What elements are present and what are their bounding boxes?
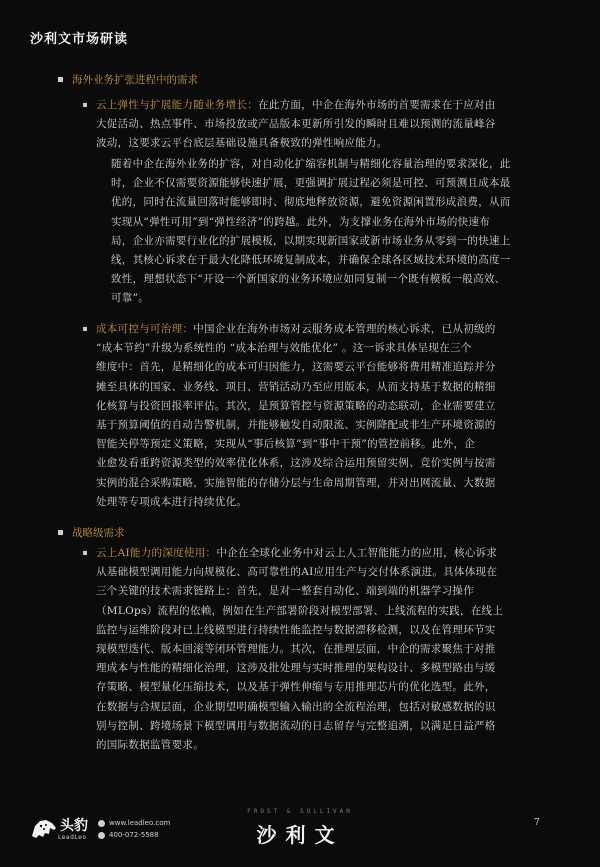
square-bullet-icon — [83, 327, 87, 331]
paragraph-line: 局，企业亦需要行业化的扩展模板，以期实现新国家或新市场业务从零到一的快速上 — [111, 234, 511, 247]
item-line: 摊至具体的国家、业务线、项目、营销活动乃至应用版本，从而支持基于数据的精细 — [96, 380, 496, 393]
brand-logo-text: 沙利文 — [256, 823, 344, 847]
item-line: 智能关停等预定义策略，实现从“事后核算”到“事中干预”的管控前移。此外，企 — [96, 438, 476, 451]
item-line: 中企在全球化业务中对云上人工智能能力的应用，核心诉求 — [216, 547, 498, 559]
square-bullet-icon — [58, 77, 63, 82]
paragraph-line: 时，企业不仅需要资源能够快速扩展，更强调扩展过程必须是可控、可预测且成本最 — [111, 177, 511, 190]
square-bullet-icon — [83, 551, 87, 555]
square-bullet-icon — [83, 103, 87, 107]
item-label: 成本可控与可治理： — [96, 323, 194, 335]
paragraph-line: 实现从“弹性可用”到“弹性经济”的跨越。此外，为支撑业务在海外市场的快速布 — [111, 215, 491, 228]
item-line: 从基础模型调用能力向规模化、高可靠性的AI应用生产与交付体系演进。具体体现在 — [96, 566, 498, 579]
website-link[interactable]: www.leadleo.com — [109, 819, 171, 827]
bullet-item-elasticity — [96, 96, 543, 154]
paragraph-line: 致性，理想状态下“开设一个新国家的业务环境应如同复制一个既有模板一般高效、 — [111, 273, 506, 286]
item-line: 处理等专项成本进行持续优化。 — [96, 495, 248, 508]
item-line: 波动，这要求云平台底层基础设施具备极致的弹性响应能力。 — [96, 137, 388, 150]
item-line: 监控与运维阶段对已上线模型进行持续性能监控与数据漂移检测，以及在管理环节实 — [96, 623, 496, 636]
item-line: 别与控制、跨境场景下模型调用与数据流动的日志留存与完整追溯，以满足日益严格 — [96, 719, 496, 732]
square-bullet-icon — [58, 530, 63, 535]
item-line: 化核算与投资回报率评估。其次，是预算管控与资源策略的动态联动，企业需要建立 — [96, 399, 496, 412]
section-heading-text: 战略级需求 — [72, 527, 125, 539]
section-heading-strategic — [58, 525, 125, 540]
section-heading-overseas-expansion — [58, 72, 198, 87]
page-number: 7 — [534, 818, 540, 828]
brand-subtitle: FROST & SULLIVAN — [247, 808, 353, 815]
paragraph-line: 线，其核心诉求在于最大化降低环境复制成本，并确保全球各区域技术环境的高度一 — [111, 254, 511, 267]
item-line: 中国企业在海外市场对云服务成本管理的核心诉求，已从初级的 — [193, 323, 496, 335]
item-line: 三个关键的技术需求链路上：首先，是对一整套自动化、端到端的机器学习操作 — [96, 585, 474, 598]
logo-subtext: LeadLeo — [58, 834, 87, 841]
item-line: 理成本与性能的精细化治理，这涉及批处理与实时推理的架构设计、多模型路由与缓 — [96, 662, 496, 675]
logo-text: 头豹 — [60, 818, 88, 834]
item-line: 维度中：首先，是精细化的成本可归因能力，这需要云平台能够将费用精准追踪并分 — [96, 361, 496, 374]
item-label: 云上弹性与扩展能力随业务增长： — [96, 99, 258, 111]
paragraph-line: 可靠”。 — [111, 292, 150, 305]
item-line: 的国际数据监管要求。 — [96, 739, 204, 752]
item-line: 实例的混合采购策略，实施智能的存储分层与生命周期管理，并对出网流量、大数据 — [96, 476, 496, 489]
item-line: 在此方面，中企在海外市场的首要需求在于应对由 — [258, 99, 496, 111]
item-line: 现模型迭代、版本回滚等闭环管理能力。其次，在推理层面，中企的需求聚焦于对推 — [96, 643, 496, 656]
item-label: 云上AI能力的深度使用： — [96, 547, 217, 559]
item-line: （MLOps）流程的依赖，例如在生产部署阶段对模型部署、上线流程的实践，在线上 — [96, 604, 504, 617]
bullet-item-cost-control — [96, 320, 543, 512]
item-line: 在数据与合规层面，企业期望明确模型输入输出的全流程治理，包括对敏感数据的识 — [96, 700, 496, 713]
section-heading-text: 海外业务扩张进程中的需求 — [72, 74, 198, 86]
item-line: “成本节约”升级为系统性的 “成本治理与效能优化” 。这一诉求具体呈现在三个 — [96, 342, 472, 355]
item-line: 基于预算阈值的自动告警机制，并能够触发自动限流、实例降配或非生产环境资源的 — [96, 419, 496, 432]
paragraph-line: 随着中企在海外业务的扩容，对自动化扩缩容机制与精细化容量治理的要求深化，此 — [111, 158, 511, 170]
item-line: 大促活动、热点事件、市场投放或产品版本更新所引发的瞬时且难以预测的流量峰谷 — [96, 118, 496, 131]
bullet-item-ai-capability — [96, 544, 543, 755]
paragraph-elasticity-detail — [111, 155, 543, 309]
item-line: 业愈发看重跨资源类型的效率优化体系，这涉及综合运用预留实例、竞价实例与按需 — [96, 457, 496, 470]
phone-number: 400-072-5588 — [109, 831, 159, 839]
page-header-title: 沙利文市场研读 — [30, 32, 129, 47]
paragraph-line: 优的，同时在流量回落时能够即时、彻底地释放资源，避免资源闲置形成浪费，从而 — [111, 196, 511, 209]
item-line: 存策略、模型量化压缩技术，以及基于弹性伸缩与专用推理芯片的优化选型。此外， — [96, 681, 496, 694]
